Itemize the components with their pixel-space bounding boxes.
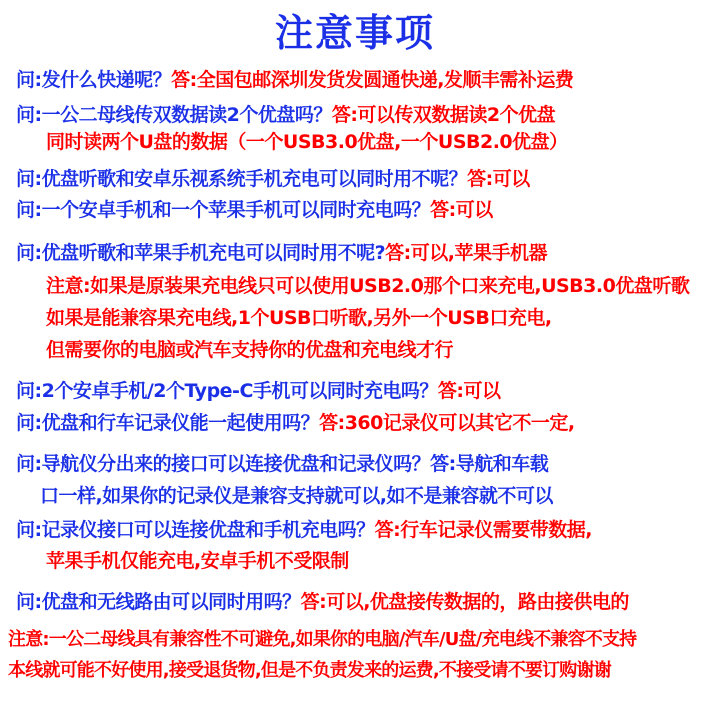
faq-dual-data-cont [46, 130, 568, 154]
answer-text: 注意:如果是原装果充电线只可以使用USB2.0那个口来充电,USB3.0优盘听歌 [46, 275, 690, 297]
question-text: 问:导航仪分出来的接口可以连接优盘和记录仪吗？答:导航和车载 [16, 453, 549, 475]
faq-navigator-cont [40, 484, 553, 508]
faq-dashcam-port-cont [46, 549, 349, 573]
answer-text: 同时读两个U盘的数据（一个USB3.0优盘,一个USB2.0优盘） [46, 131, 568, 153]
answer-text: 如果是能兼容果充电线,1个USB口听歌,另外一个USB口充电, [46, 307, 552, 329]
answer-text: 答:行车记录仪需要带数据, [374, 519, 592, 541]
answer-text: 答:可以 [467, 168, 530, 190]
compatibility-note [8, 628, 636, 652]
question-text: 问:优盘听歌和苹果手机充电可以同时用不呢? [16, 242, 386, 264]
faq-navigator [16, 452, 548, 476]
answer-text: 苹果手机仅能充电,安卓手机不受限制 [46, 550, 349, 572]
page-title: 注意事项 [274, 11, 435, 55]
faq-music-iphone-cont2 [46, 338, 453, 362]
question-text: 问:2个安卓手机/2个Type-C手机可以同时充电吗？ [16, 380, 438, 402]
answer-text: 答:可以,优盘接传数据的，路由接供电的 [300, 591, 629, 613]
answer-text: 答:可以传双数据读2个优盘 [331, 104, 556, 126]
faq-music-iphone [16, 241, 547, 265]
question-text: 问:一公二母线传双数据读2个优盘吗？ [16, 104, 332, 126]
faq-router [16, 590, 629, 614]
faq-music-android [16, 167, 530, 191]
answer-text: 答:360记录仪可以其它不一定, [319, 412, 575, 434]
faq-dual-data [16, 103, 555, 127]
faq-dashcam [16, 411, 575, 435]
question-text: 口一样,如果你的记录仪是兼容支持就可以,如不是兼容就不可以 [40, 485, 553, 507]
question-text: 问:优盘和行车记录仪能一起使用吗？ [16, 412, 320, 434]
answer-text: 答:全国包邮深圳发货发圆通快递,发顺丰需补运费 [171, 69, 574, 91]
answer-text: 答:可以,苹果手机器 [385, 242, 547, 264]
faq-music-iphone-cont1 [46, 306, 552, 330]
question-text: 问:优盘和无线路由可以同时用吗？ [16, 591, 301, 613]
faq-dashcam-port [16, 518, 592, 542]
answer-text: 本线就可能不好使用,接受退货物,但是不负责发来的运费,不接受请不要订购谢谢 [8, 660, 611, 681]
compatibility-note-cont [8, 659, 611, 683]
faq-shipping [16, 68, 573, 92]
faq-android-iphone [16, 198, 493, 222]
question-text: 问:记录仪接口可以连接优盘和手机充电吗？ [16, 519, 375, 541]
question-text: 问:一个安卓手机和一个苹果手机可以同时充电吗？ [16, 199, 431, 221]
answer-text: 答:可以 [430, 199, 493, 221]
answer-text: 但需要你的电脑或汽车支持你的优盘和充电线才行 [46, 339, 454, 361]
answer-text: 注意:一公二母线具有兼容性不可避免,如果你的电脑/汽车/U盘/充电线不兼容不支持 [8, 629, 637, 650]
faq-music-iphone-note [46, 274, 689, 298]
question-text: 问:优盘听歌和安卓乐视系统手机充电可以同时用不呢？ [16, 168, 468, 190]
question-text: 问:发什么快递呢？ [16, 69, 172, 91]
faq-two-android [16, 379, 501, 403]
answer-text: 答:可以 [437, 380, 501, 402]
